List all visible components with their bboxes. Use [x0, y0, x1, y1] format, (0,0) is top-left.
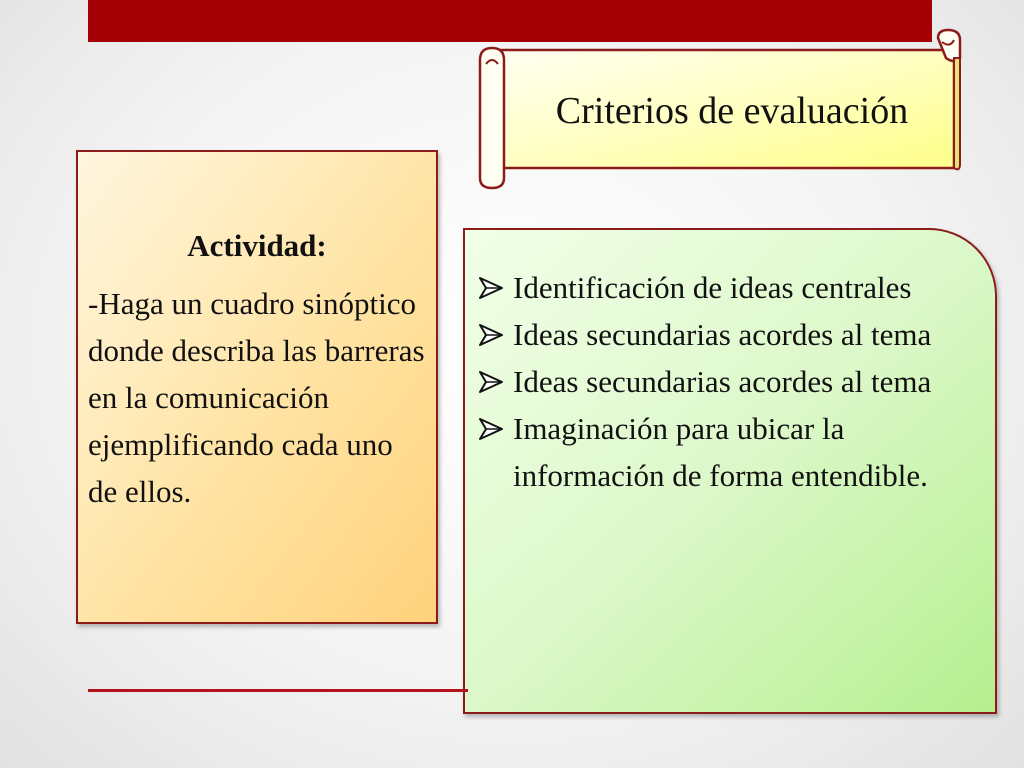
list-item	[477, 358, 987, 405]
arrow-bullet-icon	[477, 369, 505, 395]
criteria-list	[477, 264, 987, 499]
list-item	[477, 311, 987, 358]
bottom-divider	[88, 689, 468, 692]
arrow-bullet-icon	[477, 275, 505, 301]
arrow-bullet-icon	[477, 322, 505, 348]
activity-heading: Actividad:	[187, 228, 327, 263]
arrow-bullet-icon	[477, 416, 505, 442]
list-item	[477, 264, 987, 311]
activity-text: -Haga un cuadro sinóptico donde describa las barreras en la comunicación ejemplificando cada uno de ellos.	[88, 286, 425, 509]
criteria-item-text: Ideas secundarias acordes al tema	[513, 317, 932, 352]
list-item	[477, 405, 987, 499]
activity-panel	[76, 150, 438, 624]
page-title: Criterios de evaluación	[555, 90, 909, 132]
title-scroll-banner	[476, 28, 966, 192]
criteria-item-text: Ideas secundarias acordes al tema	[513, 364, 932, 399]
criteria-panel	[463, 228, 997, 714]
criteria-item-text: Identificación de ideas centrales	[513, 270, 912, 305]
criteria-item-text: Imaginación para ubicar la información de forma entendible.	[513, 411, 928, 493]
